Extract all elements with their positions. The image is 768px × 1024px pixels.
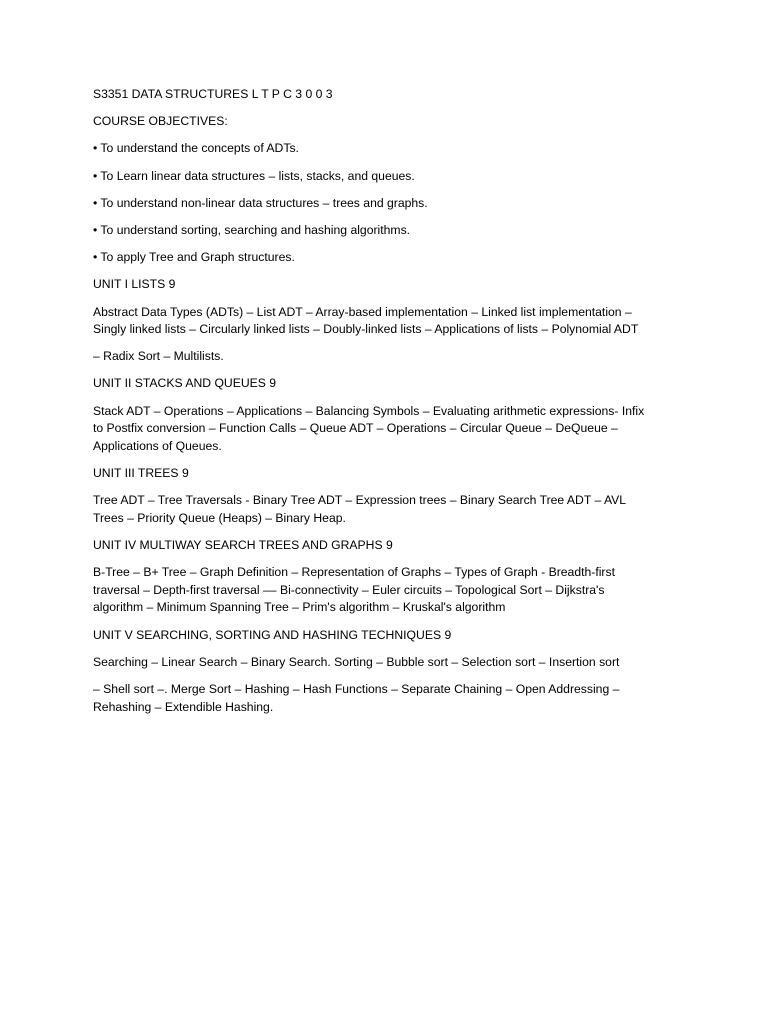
unit-4-line: B-Tree – B+ Tree – Graph Definition – Representation of Graphs – Types of Graph - Breadth-first	[93, 565, 615, 580]
unit-4-body	[93, 564, 679, 617]
objective-item: • To apply Tree and Graph structures.	[93, 250, 295, 265]
unit-4-title: UNIT IV MULTIWAY SEARCH TREES AND GRAPHS 9	[93, 538, 393, 552]
unit-1-body-continued: – Radix Sort – Multilists.	[93, 349, 224, 364]
unit-4-line: algorithm – Minimum Spanning Tree – Prim's algorithm – Kruskal's algorithm	[93, 600, 506, 615]
unit-3-body	[93, 492, 679, 527]
objective-item: • To understand sorting, searching and hashing algorithms.	[93, 222, 411, 237]
unit-2-line: Applications of Queues.	[93, 438, 222, 453]
unit-3-line: Trees – Priority Queue (Heaps) – Binary Heap.	[93, 510, 346, 525]
unit-2-title: UNIT II STACKS AND QUEUES 9	[93, 376, 277, 391]
objective-item: • To Learn linear data structures – lists, stacks, and queues.	[93, 168, 415, 183]
unit-1-line: Singly linked lists – Circularly linked lists – Doubly-linked lists – Applications of lists – Polynomial ADT	[93, 322, 639, 337]
unit-5-line: Rehashing – Extendible Hashing.	[93, 699, 274, 714]
objectives-heading: COURSE OBJECTIVES:	[93, 114, 228, 129]
unit-1-body	[93, 304, 679, 339]
unit-3-line: Tree ADT – Tree Traversals - Binary Tree ADT – Expression trees – Binary Search Tree ADT – AVL	[93, 493, 627, 508]
unit-4-line: traversal – Depth-first traversal –– Bi-connectivity – Euler circuits – Topological Sort – Dijkstra's	[93, 582, 605, 597]
unit-2-line: to Postfix conversion – Function Calls – Queue ADT – Operations – Circular Queue – DeQueue –	[93, 421, 618, 436]
unit-3-title: UNIT III TREES 9	[93, 466, 189, 481]
unit-5-body-continued	[93, 681, 679, 716]
unit-5-body: Searching – Linear Search – Binary Search. Sorting – Bubble sort – Selection sort – Insertion sort	[93, 654, 620, 669]
unit-2-body	[93, 403, 679, 456]
unit-1-line: Abstract Data Types (ADTs) – List ADT – Array-based implementation – Linked list implementation –	[93, 304, 632, 319]
objective-item: • To understand the concepts of ADTs.	[93, 141, 299, 156]
unit-5-line: – Shell sort –. Merge Sort – Hashing – Hash Functions – Separate Chaining – Open Addressing –	[93, 681, 620, 696]
unit-1-title: UNIT I LISTS 9	[93, 277, 176, 292]
objective-item: • To understand non-linear data structures – trees and graphs.	[93, 195, 428, 210]
course-header: S3351 DATA STRUCTURES L T P C 3 0 0 3	[93, 87, 333, 101]
unit-2-line: Stack ADT – Operations – Applications – Balancing Symbols – Evaluating arithmetic expressions- Infix	[93, 403, 645, 418]
document-page	[93, 86, 679, 726]
unit-5-title: UNIT V SEARCHING, SORTING AND HASHING TECHNIQUES 9	[93, 627, 452, 642]
